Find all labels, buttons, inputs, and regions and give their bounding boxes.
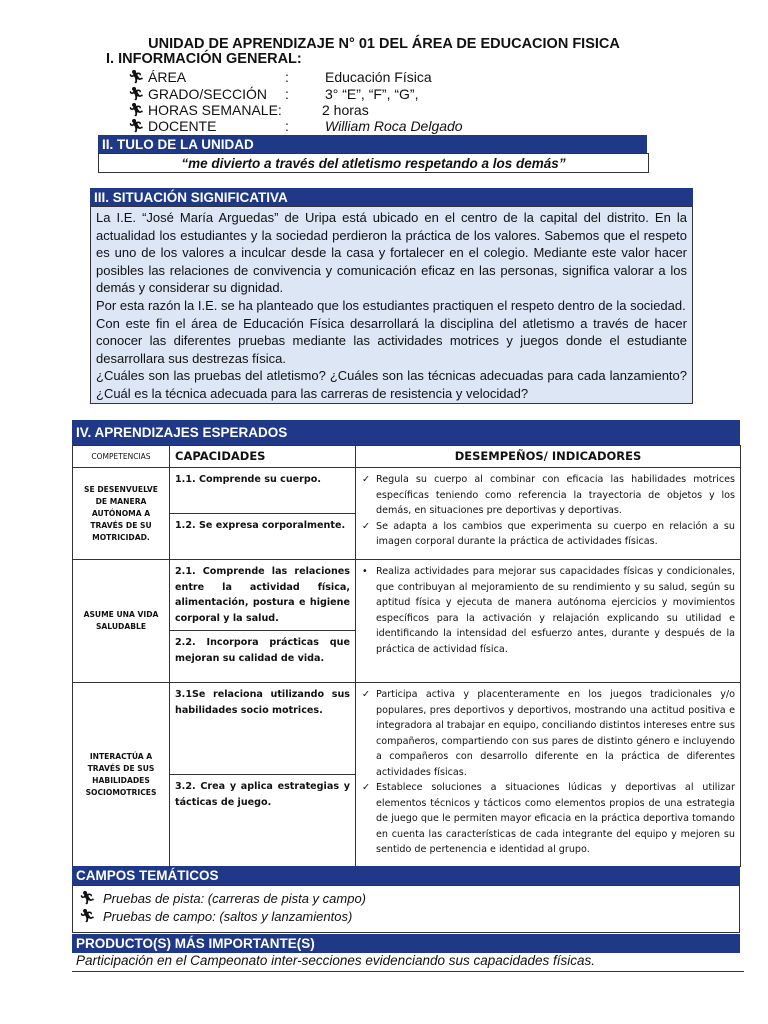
- check-icon: ✓: [362, 689, 371, 700]
- check-icon: ✓: [362, 782, 371, 793]
- info-row-grado: [128, 85, 418, 102]
- header-competencias: COMPETENCIAS: [73, 446, 170, 468]
- section-campos-heading: CAMPOS TEMÁTICOS: [72, 866, 740, 885]
- info-colon: :: [285, 117, 289, 134]
- info-value-docente: William Roca Delgado: [325, 117, 463, 134]
- list-item: [73, 889, 739, 907]
- runner-icon: 🏃︎: [128, 85, 145, 101]
- info-label: ÁREA: [148, 68, 187, 85]
- capacidad-2-1: 2.1. Comprende las relaciones entre la actividad física, alimentación, postura e higiene corporal y la salud.: [170, 560, 356, 631]
- situacion-paragraph: Por esta razón la I.E. se ha planteado que los estudiantes practiquen el respeto dentro de la sociedad.: [96, 297, 686, 313]
- info-label: GRADO/SECCIÓN: [148, 85, 268, 102]
- section-aprendizajes-heading: IV. APRENDIZAJES ESPERADOS: [72, 420, 740, 445]
- competencia-2: ASUME UNA VIDA SALUDABLE: [73, 560, 170, 683]
- runner-icon: 🏃︎: [128, 117, 145, 133]
- table-row: [73, 683, 741, 775]
- table-header-row: [73, 446, 741, 468]
- info-value: 2 horas: [322, 101, 369, 118]
- list-item: • Realiza actividades para mejorar sus capacidades físicas y condicionales, que contribuyan al mejoramiento de su rendimiento y su salud, según su aptitud física y ejecuta de manera autónoma ejercicios y movimientos específicos para la activación y relajación explicando su utilidad e identificando la intensidad del esfuerzo antes, durante y después de la práctica de actividad física.: [362, 566, 735, 655]
- section-situacion-heading: III. SITUACIÓN SIGNIFICATIVA: [90, 188, 693, 206]
- header-desempenos: DESEMPEÑOS/ INDICADORES: [356, 446, 741, 468]
- desempenos-1: [356, 468, 741, 560]
- info-colon: :: [285, 85, 289, 102]
- situacion-paragraph: ¿Cuáles son las pruebas del atletismo? ¿Cuáles son las técnicas adecuadas para cada lanzamiento? ¿Cuál es la técnica adecuada para las carreras de resistencia y velocidad?: [96, 368, 687, 401]
- info-row-area: [128, 68, 432, 85]
- desempenos-3: [356, 683, 741, 867]
- situacion-paragraph: Con este fin el área de Educación Física desarrollará la disciplina del atletismo a través de hacer conocer las diferentes pruebas mediante las actividades motrices y juegos donde el estudiante desarrollara sus destrezas física.: [96, 315, 687, 366]
- bullet-icon: •: [362, 566, 368, 577]
- runner-icon: 🏃︎: [79, 908, 96, 923]
- campo-text: Pruebas de campo: (saltos y lanzamientos): [103, 908, 353, 924]
- runner-icon: 🏃︎: [79, 890, 96, 905]
- campo-text: Pruebas de pista: (carreras de pista y campo): [103, 890, 367, 906]
- info-colon: :: [285, 68, 289, 85]
- capacidad-1-2: 1.2. Se expresa corporalmente.: [170, 514, 356, 560]
- table-row: [73, 560, 741, 631]
- check-icon: ✓: [362, 474, 371, 485]
- capacidad-3-1: 3.1Se relaciona utilizando sus habilidades socio motrices.: [170, 683, 356, 775]
- list-item: ✓ Establece soluciones a situaciones lúdicas y deportivas al utilizar elementos técnicos y tácticos como elementos propios de una estrategia de juego que le permiten mayor eficacia en la práctica deportiva tomando en cuenta las características de cada integrante del equipo y mejoren su sentido de pertenencia e identidad al grupo.: [362, 782, 735, 855]
- document-title: UNIDAD DE APRENDIZAJE N° 01 DEL ÁREA DE EDUCACION FISICA: [148, 36, 620, 52]
- situacion-paragraph: La I.E. “José María Arguedas” de Uripa está ubicado en el centro de la capital del distrito. En la actualidad los estudiantes y la sociedad perdieron la práctica de los valores. Sabemos que el respeto es uno de los valores a inculcar desde la casa y fortalecer en el colegio. Mediante este valor hacer posibles las relaciones de convivencia y comunicación eficaz en las personas, significa valorar a los demás y considerar su dignidad.: [96, 210, 687, 296]
- producto-text: Participación en el Campeonato inter-secciones evidenciando sus capacidades físicas.: [72, 953, 744, 972]
- table-row: [73, 468, 741, 514]
- competencia-1: SE DESENVUELVE DE MANERA AUTÓNOMA A TRAVÉS DE SU MOTRICIDAD.: [73, 468, 170, 560]
- list-item: ✓ Se adapta a los cambios que experimenta su cuerpo en relación a su imagen corporal durante la práctica de actividades físicas.: [362, 520, 735, 547]
- info-label: HORAS SEMANALE:: [148, 101, 282, 118]
- capacidad-1-1: 1.1. Comprende su cuerpo.: [170, 468, 356, 514]
- runner-icon: 🏃︎: [128, 68, 145, 84]
- campos-box: [72, 885, 740, 933]
- capacidad-3-2: 3.2. Crea y aplica estrategias y tácticas de juego.: [170, 775, 356, 867]
- info-row-docente: [128, 117, 463, 134]
- section-general-info-heading: I. INFORMACIÓN GENERAL:: [106, 51, 302, 67]
- info-value: 3° “E”, “F”, “G”,: [325, 85, 419, 102]
- desempenos-2: [356, 560, 741, 683]
- runner-icon: 🏃︎: [128, 101, 145, 117]
- header-capacidades: CAPACIDADES: [170, 446, 356, 468]
- competencia-3: INTERACTÚA A TRAVÉS DE SUS HABILIDADES SOCIOMOTRICES: [73, 683, 170, 867]
- list-item: [73, 907, 739, 925]
- check-icon: ✓: [362, 520, 371, 532]
- list-item: ✓ Regula su cuerpo al combinar con eficacia las habilidades motrices específicas teniendo como referencia la trayectoria de objetos y los demás, en situaciones pre deportivas y deportivas.: [362, 474, 735, 516]
- section-producto-heading: PRODUCTO(S) MÁS IMPORTANTE(S): [72, 934, 740, 953]
- capacidad-2-2: 2.2. Incorpora prácticas que mejoran su calidad de vida.: [170, 631, 356, 683]
- info-value: Educación Física: [325, 68, 432, 85]
- situacion-text-box: [90, 206, 693, 404]
- unit-title-lema: “me divierto a través del atletismo respetando a los demás”: [98, 153, 649, 173]
- section-unit-title-heading: II. TULO DE LA UNIDAD: [98, 135, 647, 153]
- info-row-horas: [128, 101, 369, 118]
- info-label: DOCENTE: [148, 117, 217, 134]
- list-item: ✓ Participa activa y placenteramente en los juegos tradicionales y/o populares, pres deportivos y deportivos, mostrando una actitud positiva e integradora al trabajar en equipo, conciliando distintos intereses entre sus compañeros, compartiendo con sus pares de distinto género e incluyendo a compañeros con desarrollo diferente en la práctica de diferentes actividades físicas.: [362, 689, 735, 778]
- aprendizajes-table: [72, 445, 741, 867]
